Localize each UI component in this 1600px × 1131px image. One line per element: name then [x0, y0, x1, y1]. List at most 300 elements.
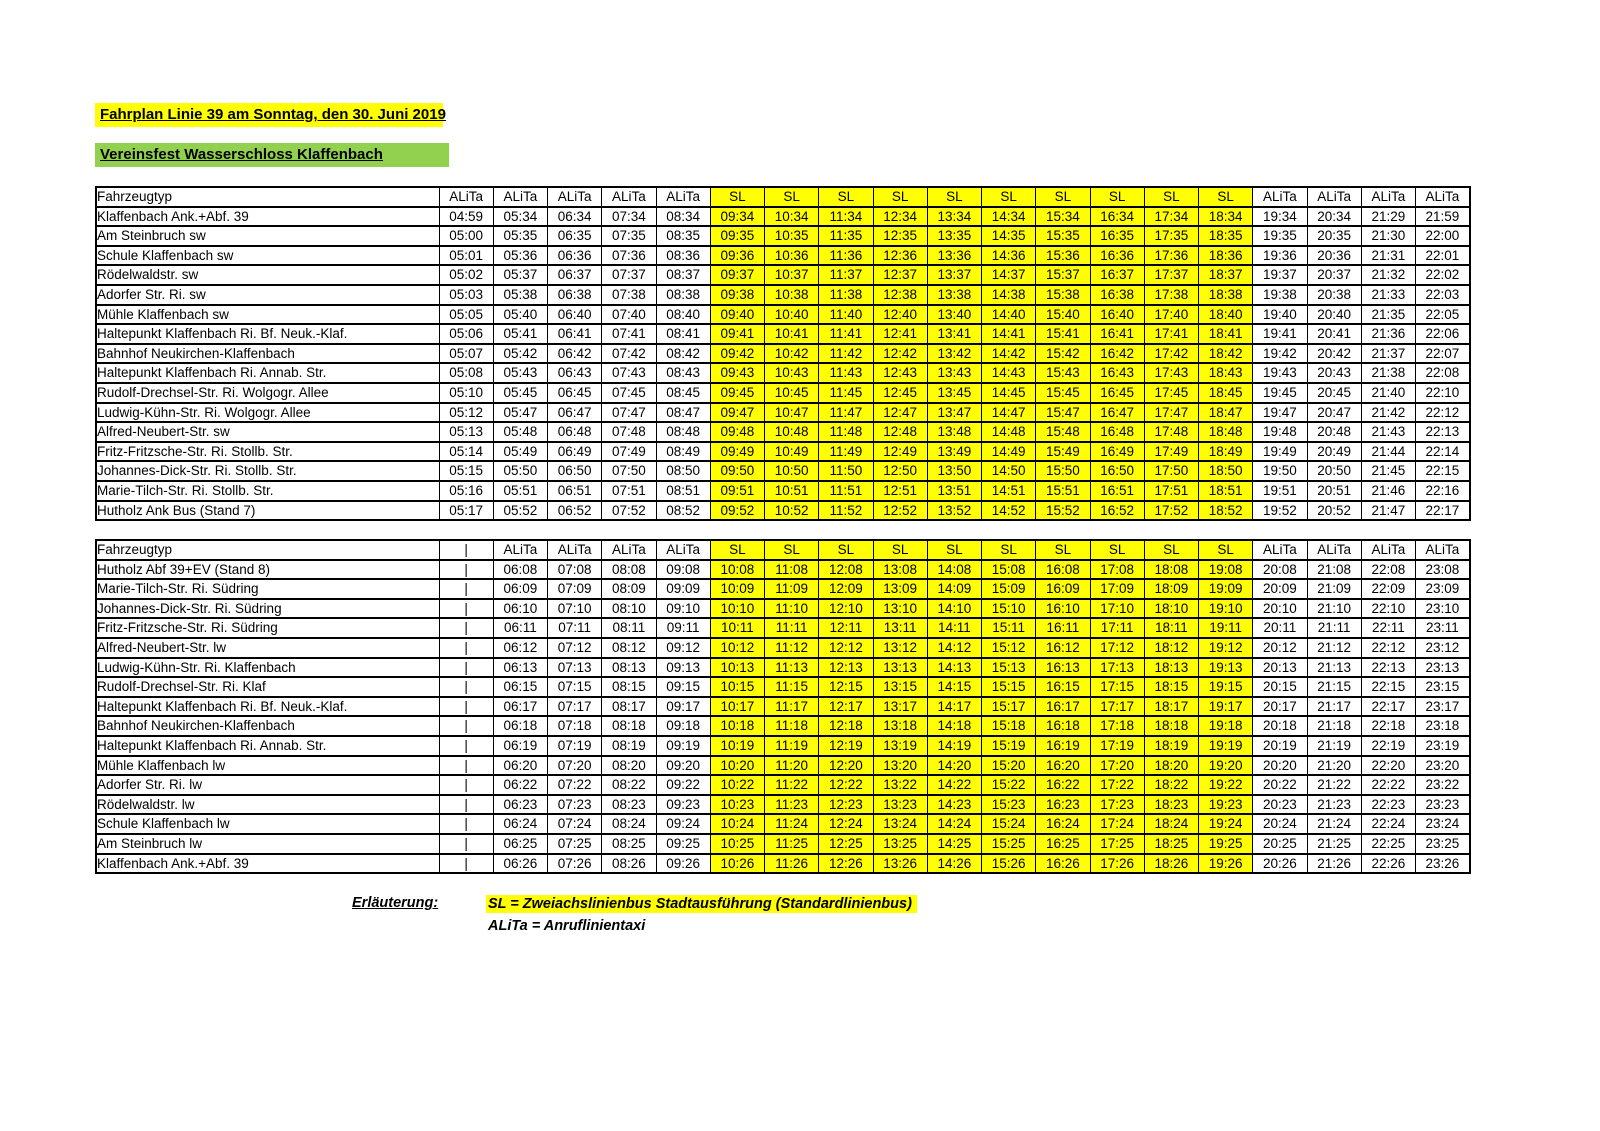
time-cell: 19:40	[1253, 305, 1307, 325]
time-cell: |	[439, 736, 493, 756]
time-cell: 20:40	[1307, 305, 1361, 325]
time-cell: 11:17	[765, 697, 819, 717]
time-cell: 14:41	[982, 324, 1036, 344]
time-cell: 10:25	[710, 834, 764, 854]
time-cell: 22:10	[1416, 383, 1470, 403]
time-cell: 17:35	[1144, 226, 1198, 246]
time-cell: 22:23	[1361, 795, 1415, 815]
time-cell: 12:12	[819, 638, 873, 658]
time-cell: 22:08	[1416, 363, 1470, 383]
stop-name-cell: Alfred-Neubert-Str. sw	[96, 422, 439, 442]
time-cell: 17:49	[1144, 442, 1198, 462]
time-cell: 16:35	[1090, 226, 1144, 246]
time-cell: 06:09	[493, 579, 547, 599]
table-row	[96, 560, 1470, 580]
time-cell: 15:51	[1036, 481, 1090, 501]
stop-name-cell: Haltepunkt Klaffenbach Ri. Bf. Neuk.-Klaf.	[96, 324, 439, 344]
time-cell: 07:22	[548, 775, 602, 795]
time-cell: 19:36	[1253, 246, 1307, 266]
time-cell: |	[439, 658, 493, 678]
time-cell: 21:42	[1361, 403, 1415, 423]
time-cell: 09:36	[710, 246, 764, 266]
time-cell: 16:38	[1090, 285, 1144, 305]
time-cell: 05:43	[493, 363, 547, 383]
time-cell: 14:13	[927, 658, 981, 678]
time-cell: 15:23	[982, 795, 1036, 815]
time-cell: 14:19	[927, 736, 981, 756]
time-cell: 10:34	[765, 207, 819, 227]
time-cell: 19:41	[1253, 324, 1307, 344]
time-cell: 09:25	[656, 834, 710, 854]
column-type-header: ALiTa	[602, 540, 656, 560]
time-cell: 12:11	[819, 618, 873, 638]
time-cell: 21:12	[1307, 638, 1361, 658]
table-row	[96, 265, 1470, 285]
time-cell: 17:51	[1144, 481, 1198, 501]
time-cell: 15:15	[982, 677, 1036, 697]
time-cell: 14:25	[927, 834, 981, 854]
time-cell: 06:34	[548, 207, 602, 227]
time-cell: 05:16	[439, 481, 493, 501]
stop-name-cell: Rödelwaldstr. lw	[96, 795, 439, 815]
table-row	[96, 658, 1470, 678]
column-type-header: SL	[1199, 540, 1253, 560]
time-cell: 16:11	[1036, 618, 1090, 638]
time-cell: 20:26	[1253, 854, 1307, 874]
time-cell: 09:09	[656, 579, 710, 599]
time-cell: 13:49	[927, 442, 981, 462]
time-cell: 22:25	[1361, 834, 1415, 854]
time-cell: 06:42	[548, 344, 602, 364]
time-cell: 16:51	[1090, 481, 1144, 501]
time-cell: 23:23	[1416, 795, 1470, 815]
time-cell: |	[439, 834, 493, 854]
table-row	[96, 422, 1470, 442]
time-cell: 12:37	[873, 265, 927, 285]
time-cell: 09:26	[656, 854, 710, 874]
time-cell: 22:01	[1416, 246, 1470, 266]
time-cell: 07:35	[602, 226, 656, 246]
time-cell: 14:35	[982, 226, 1036, 246]
time-cell: 19:34	[1253, 207, 1307, 227]
time-cell: 20:36	[1307, 246, 1361, 266]
time-cell: 22:18	[1361, 716, 1415, 736]
time-cell: 18:36	[1199, 246, 1253, 266]
column-type-header: ALiTa	[493, 187, 547, 207]
time-cell: 08:13	[602, 658, 656, 678]
time-cell: 11:20	[765, 756, 819, 776]
time-cell: 12:47	[873, 403, 927, 423]
time-cell: 08:25	[602, 834, 656, 854]
time-cell: 05:51	[493, 481, 547, 501]
time-cell: 22:12	[1361, 638, 1415, 658]
time-cell: 07:10	[548, 599, 602, 619]
time-cell: 12:24	[819, 814, 873, 834]
time-cell: 21:20	[1307, 756, 1361, 776]
time-cell: 06:25	[493, 834, 547, 854]
time-cell: 10:12	[710, 638, 764, 658]
page-title: Fahrplan Linie 39 am Sonntag, den 30. Juni 2019	[95, 103, 443, 127]
time-cell: 17:48	[1144, 422, 1198, 442]
time-cell: 08:18	[602, 716, 656, 736]
time-cell: 06:40	[548, 305, 602, 325]
time-cell: 10:15	[710, 677, 764, 697]
time-cell: 14:47	[982, 403, 1036, 423]
time-cell: 06:23	[493, 795, 547, 815]
time-cell: 20:18	[1253, 716, 1307, 736]
time-cell: 05:03	[439, 285, 493, 305]
time-cell: 19:22	[1199, 775, 1253, 795]
time-cell: 15:26	[982, 854, 1036, 874]
time-cell: 05:52	[493, 501, 547, 521]
time-cell: 08:17	[602, 697, 656, 717]
time-cell: 18:51	[1199, 481, 1253, 501]
time-cell: 20:42	[1307, 344, 1361, 364]
table-row	[96, 383, 1470, 403]
time-cell: 15:37	[1036, 265, 1090, 285]
stop-name-cell: Bahnhof Neukirchen-Klaffenbach	[96, 344, 439, 364]
time-cell: 16:18	[1036, 716, 1090, 736]
time-cell: 20:08	[1253, 560, 1307, 580]
time-cell: 07:20	[548, 756, 602, 776]
legend-entry-text: SL = Zweiachslinienbus Stadtausführung (Standardlinienbus)	[486, 895, 917, 913]
time-cell: 21:15	[1307, 677, 1361, 697]
time-cell: 07:12	[548, 638, 602, 658]
stop-name-cell: Mühle Klaffenbach lw	[96, 756, 439, 776]
time-cell: 10:48	[765, 422, 819, 442]
table-row	[96, 461, 1470, 481]
time-cell: 09:08	[656, 560, 710, 580]
time-cell: 20:22	[1253, 775, 1307, 795]
time-cell: 19:18	[1199, 716, 1253, 736]
time-cell: 11:35	[819, 226, 873, 246]
time-cell: 11:48	[819, 422, 873, 442]
column-type-header: SL	[1036, 187, 1090, 207]
column-type-header: ALiTa	[439, 187, 493, 207]
time-cell: 16:17	[1036, 697, 1090, 717]
time-cell: 05:37	[493, 265, 547, 285]
time-cell: 19:52	[1253, 501, 1307, 521]
time-cell: 20:43	[1307, 363, 1361, 383]
time-cell: 12:15	[819, 677, 873, 697]
time-cell: 23:09	[1416, 579, 1470, 599]
time-cell: 19:51	[1253, 481, 1307, 501]
time-cell: 09:48	[710, 422, 764, 442]
time-cell: 12:40	[873, 305, 927, 325]
time-cell: 22:14	[1416, 442, 1470, 462]
time-cell: 12:08	[819, 560, 873, 580]
time-cell: 05:06	[439, 324, 493, 344]
time-cell: 15:18	[982, 716, 1036, 736]
time-cell: 11:24	[765, 814, 819, 834]
time-cell: 22:22	[1361, 775, 1415, 795]
time-cell: 19:42	[1253, 344, 1307, 364]
time-cell: 17:47	[1144, 403, 1198, 423]
time-cell: 10:47	[765, 403, 819, 423]
stop-name-cell: Fritz-Fritzsche-Str. Ri. Stollb. Str.	[96, 442, 439, 462]
time-cell: 07:34	[602, 207, 656, 227]
time-cell: 22:20	[1361, 756, 1415, 776]
time-cell: 09:42	[710, 344, 764, 364]
time-cell: 13:51	[927, 481, 981, 501]
time-cell: 22:15	[1416, 461, 1470, 481]
time-cell: 10:17	[710, 697, 764, 717]
time-cell: 16:08	[1036, 560, 1090, 580]
time-cell: 13:47	[927, 403, 981, 423]
time-cell: 09:49	[710, 442, 764, 462]
time-cell: 08:36	[656, 246, 710, 266]
time-cell: 06:18	[493, 716, 547, 736]
time-cell: 11:52	[819, 501, 873, 521]
time-cell: 23:20	[1416, 756, 1470, 776]
time-cell: 11:40	[819, 305, 873, 325]
header-row	[96, 540, 1470, 560]
time-cell: 21:26	[1307, 854, 1361, 874]
time-cell: 16:09	[1036, 579, 1090, 599]
time-cell: 10:43	[765, 363, 819, 383]
time-cell: 14:12	[927, 638, 981, 658]
time-cell: 21:22	[1307, 775, 1361, 795]
time-cell: 22:08	[1361, 560, 1415, 580]
stop-name-cell: Bahnhof Neukirchen-Klaffenbach	[96, 716, 439, 736]
time-cell: 23:11	[1416, 618, 1470, 638]
time-cell: 09:40	[710, 305, 764, 325]
time-cell: 05:34	[493, 207, 547, 227]
time-cell: 06:08	[493, 560, 547, 580]
time-cell: 17:40	[1144, 305, 1198, 325]
time-cell: 23:13	[1416, 658, 1470, 678]
time-cell: 13:09	[873, 579, 927, 599]
time-cell: 14:15	[927, 677, 981, 697]
time-cell: 09:34	[710, 207, 764, 227]
time-cell: 08:24	[602, 814, 656, 834]
time-cell: 08:41	[656, 324, 710, 344]
time-cell: 13:08	[873, 560, 927, 580]
time-cell: 07:43	[602, 363, 656, 383]
time-cell: 11:42	[819, 344, 873, 364]
time-cell: 17:15	[1090, 677, 1144, 697]
time-cell: 11:49	[819, 442, 873, 462]
time-cell: 20:52	[1307, 501, 1361, 521]
time-cell: 08:12	[602, 638, 656, 658]
time-cell: 14:51	[982, 481, 1036, 501]
time-cell: |	[439, 579, 493, 599]
time-cell: 07:13	[548, 658, 602, 678]
time-cell: 10:35	[765, 226, 819, 246]
time-cell: 17:24	[1090, 814, 1144, 834]
column-type-header: SL	[982, 187, 1036, 207]
time-cell: 19:35	[1253, 226, 1307, 246]
time-cell: 23:12	[1416, 638, 1470, 658]
time-cell: 14:10	[927, 599, 981, 619]
time-cell: 19:47	[1253, 403, 1307, 423]
time-cell: 13:17	[873, 697, 927, 717]
time-cell: 19:10	[1199, 599, 1253, 619]
time-cell: 09:18	[656, 716, 710, 736]
time-cell: 07:51	[602, 481, 656, 501]
time-cell: 15:36	[1036, 246, 1090, 266]
time-cell: 16:12	[1036, 638, 1090, 658]
time-cell: 16:19	[1036, 736, 1090, 756]
time-cell: 06:22	[493, 775, 547, 795]
time-cell: 06:49	[548, 442, 602, 462]
time-cell: 05:38	[493, 285, 547, 305]
time-cell: 18:50	[1199, 461, 1253, 481]
time-cell: 11:50	[819, 461, 873, 481]
time-cell: 12:18	[819, 716, 873, 736]
time-cell: 07:18	[548, 716, 602, 736]
time-cell: 18:13	[1144, 658, 1198, 678]
time-cell: 12:51	[873, 481, 927, 501]
time-cell: 05:01	[439, 246, 493, 266]
time-cell: 12:13	[819, 658, 873, 678]
time-cell: 13:34	[927, 207, 981, 227]
table-row	[96, 599, 1470, 619]
time-cell: 06:47	[548, 403, 602, 423]
time-cell: 17:09	[1090, 579, 1144, 599]
stop-name-cell: Am Steinbruch sw	[96, 226, 439, 246]
table-row	[96, 324, 1470, 344]
time-cell: 15:48	[1036, 422, 1090, 442]
time-cell: 11:19	[765, 736, 819, 756]
time-cell: 16:42	[1090, 344, 1144, 364]
time-cell: 09:13	[656, 658, 710, 678]
stop-name-cell: Hutholz Ank Bus (Stand 7)	[96, 501, 439, 521]
time-cell: 10:18	[710, 716, 764, 736]
time-cell: 21:17	[1307, 697, 1361, 717]
time-cell: 11:12	[765, 638, 819, 658]
column-type-header: SL	[1199, 187, 1253, 207]
time-cell: 10:49	[765, 442, 819, 462]
time-cell: 21:33	[1361, 285, 1415, 305]
column-type-header: ALiTa	[1416, 540, 1470, 560]
time-cell: 18:22	[1144, 775, 1198, 795]
time-cell: 15:35	[1036, 226, 1090, 246]
time-cell: 10:24	[710, 814, 764, 834]
time-cell: 15:43	[1036, 363, 1090, 383]
table-row	[96, 207, 1470, 227]
time-cell: 22:12	[1416, 403, 1470, 423]
time-cell: 19:17	[1199, 697, 1253, 717]
time-cell: 05:13	[439, 422, 493, 442]
time-cell: 12:34	[873, 207, 927, 227]
time-cell: 15:11	[982, 618, 1036, 638]
time-cell: 05:47	[493, 403, 547, 423]
time-cell: 19:48	[1253, 422, 1307, 442]
table-row	[96, 226, 1470, 246]
time-cell: 22:02	[1416, 265, 1470, 285]
time-cell: 20:37	[1307, 265, 1361, 285]
time-cell: 05:08	[439, 363, 493, 383]
time-cell: 21:44	[1361, 442, 1415, 462]
time-cell: |	[439, 697, 493, 717]
column-type-header: ALiTa	[1307, 187, 1361, 207]
time-cell: 10:51	[765, 481, 819, 501]
time-cell: 07:36	[602, 246, 656, 266]
time-cell: 12:26	[819, 854, 873, 874]
table-row	[96, 775, 1470, 795]
time-cell: 15:19	[982, 736, 1036, 756]
time-cell: 07:40	[602, 305, 656, 325]
time-cell: 15:34	[1036, 207, 1090, 227]
column-type-header: ALiTa	[656, 540, 710, 560]
stop-name-cell: Klaffenbach Ank.+Abf. 39	[96, 207, 439, 227]
time-cell: 07:08	[548, 560, 602, 580]
time-cell: 11:11	[765, 618, 819, 638]
column-type-header: ALiTa	[1361, 187, 1415, 207]
table-header-fahrzeugtyp: Fahrzeugtyp	[96, 187, 439, 207]
time-cell: 16:43	[1090, 363, 1144, 383]
time-cell: 17:25	[1090, 834, 1144, 854]
time-cell: 20:13	[1253, 658, 1307, 678]
time-cell: 12:43	[873, 363, 927, 383]
time-cell: 18:17	[1144, 697, 1198, 717]
time-cell: 08:38	[656, 285, 710, 305]
time-cell: 18:23	[1144, 795, 1198, 815]
time-cell: 16:48	[1090, 422, 1144, 442]
time-cell: 05:45	[493, 383, 547, 403]
time-cell: 17:41	[1144, 324, 1198, 344]
time-cell: 12:48	[873, 422, 927, 442]
time-cell: 18:34	[1199, 207, 1253, 227]
stop-name-cell: Fritz-Fritzsche-Str. Ri. Südring	[96, 618, 439, 638]
time-cell: 13:24	[873, 814, 927, 834]
time-cell: 09:41	[710, 324, 764, 344]
time-cell: 15:22	[982, 775, 1036, 795]
time-cell: 10:09	[710, 579, 764, 599]
time-cell: 11:38	[819, 285, 873, 305]
time-cell: 22:10	[1361, 599, 1415, 619]
time-cell: 10:11	[710, 618, 764, 638]
time-cell: 20:38	[1307, 285, 1361, 305]
time-cell: 09:17	[656, 697, 710, 717]
time-cell: 15:13	[982, 658, 1036, 678]
time-cell: 21:29	[1361, 207, 1415, 227]
time-cell: 13:50	[927, 461, 981, 481]
time-cell: 20:15	[1253, 677, 1307, 697]
column-type-header: SL	[819, 187, 873, 207]
time-cell: 05:05	[439, 305, 493, 325]
table-row	[96, 246, 1470, 266]
time-cell: 14:43	[982, 363, 1036, 383]
time-cell: 14:26	[927, 854, 981, 874]
time-cell: 18:15	[1144, 677, 1198, 697]
time-cell: 11:15	[765, 677, 819, 697]
time-cell: 21:19	[1307, 736, 1361, 756]
time-cell: 18:42	[1199, 344, 1253, 364]
time-cell: 15:47	[1036, 403, 1090, 423]
time-cell: 18:19	[1144, 736, 1198, 756]
table-row	[96, 834, 1470, 854]
time-cell: 22:17	[1416, 501, 1470, 521]
time-cell: 20:41	[1307, 324, 1361, 344]
time-cell: 06:38	[548, 285, 602, 305]
time-cell: 06:11	[493, 618, 547, 638]
time-cell: 15:42	[1036, 344, 1090, 364]
time-cell: 14:49	[982, 442, 1036, 462]
time-cell: 06:36	[548, 246, 602, 266]
timetable-outbound	[95, 186, 1471, 521]
stop-name-cell: Am Steinbruch lw	[96, 834, 439, 854]
time-cell: 17:43	[1144, 363, 1198, 383]
time-cell: 21:40	[1361, 383, 1415, 403]
time-cell: 16:10	[1036, 599, 1090, 619]
time-cell: 18:40	[1199, 305, 1253, 325]
time-cell: 21:24	[1307, 814, 1361, 834]
column-type-header: ALiTa	[1253, 187, 1307, 207]
time-cell: 10:13	[710, 658, 764, 678]
time-cell: 14:08	[927, 560, 981, 580]
